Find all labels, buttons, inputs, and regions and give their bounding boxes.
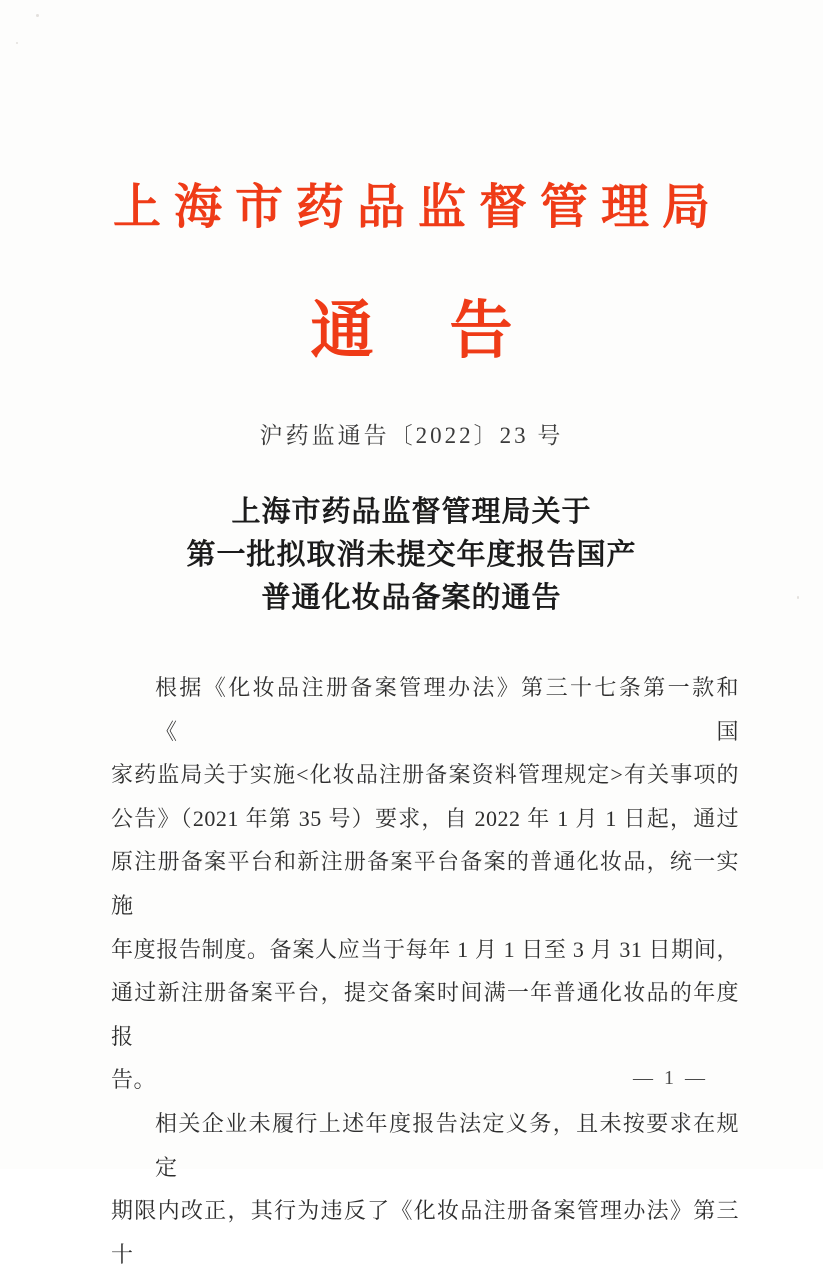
notice-body <box>111 666 739 1276</box>
doc-type-char-1: 通 <box>310 296 374 366</box>
body-line: 年度报告制度。备案人应当于每年 1 月 1 日至 3 月 31 日期间， <box>111 936 739 962</box>
scan-speck <box>36 14 39 17</box>
document-reference-number: 沪药监通告〔2022〕23 号 <box>259 423 564 448</box>
page-number: — 1 — <box>633 1067 708 1089</box>
notice-title-line-3: 普通化妆品备案的通告 <box>261 582 562 614</box>
notice-title <box>0 491 823 620</box>
body-line: 根据《化妆品注册备案管理办法》第三十七条第一款和《国 <box>155 675 739 744</box>
scan-speck <box>16 42 18 44</box>
body-line: 公告》（2021 年第 35 号）要求，自 2022 年 1 月 1 日起，通过 <box>111 805 739 831</box>
body-line: 相关企业未履行上述年度报告法定义务，且未按要求在规定 <box>155 1110 739 1180</box>
document-type-heading <box>0 298 823 364</box>
issuing-agency-letterhead: 上海市药品监督管理局 <box>112 181 723 234</box>
notice-title-line-1: 上海市药品监督管理局关于 <box>231 496 592 528</box>
doc-type-char-2: 告 <box>449 296 513 366</box>
body-line: 通过新注册备案平台，提交备案时间满一年普通化妆品的年度报 <box>111 980 739 1049</box>
notice-title-line-2: 第一批拟取消未提交年度报告国产 <box>186 539 637 571</box>
body-line: 家药监局关于实施<化妆品注册备案资料管理规定>有关事项的 <box>111 762 739 788</box>
body-line: 期限内改正，其行为违反了《化妆品注册备案管理办法》第三十 <box>111 1198 739 1267</box>
body-line: 原注册备案平台和新注册备案平台备案的普通化妆品，统一实施 <box>111 849 739 918</box>
body-line: 告。 <box>111 1067 157 1093</box>
